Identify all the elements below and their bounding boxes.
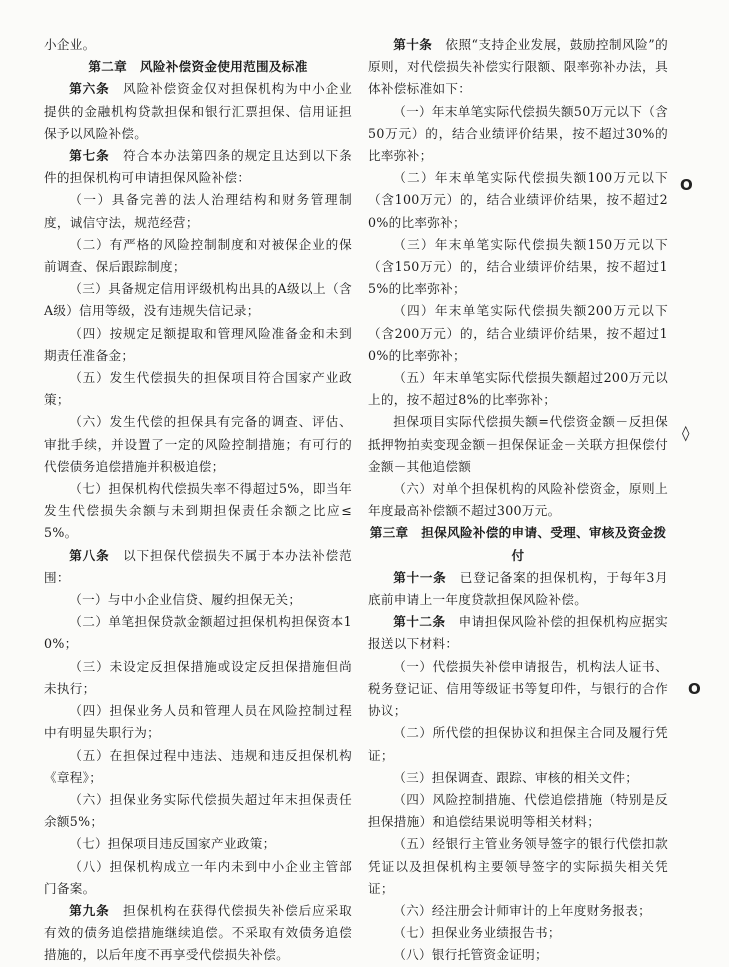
article-8-item-1: （一）与中小企业信贷、履约担保无关； [69, 592, 302, 608]
article-12-item-7: （七）担保业务业绩报告书； [393, 925, 561, 941]
article-7 [44, 145, 352, 189]
article-12-item-3: （三）担保调查、跟踪、审核的相关文件； [393, 769, 639, 785]
article-10-text: 依照“支持企业发展，鼓励控制风险”的原则，对代偿损失补偿实行限额、限率弥补办法，具体补偿标准如下： [368, 37, 669, 97]
article-10-item-4: （四）年末单笔实际代偿损失额200万元以下（含200万元）的，结合业绩评价结果，按不超过10%的比率弥补； [368, 303, 668, 363]
article-12-item-1: （一）代偿损失补偿申请报告，机构法人证书、税务登记证、信用等级证书等复印件，与银行的合作协议； [368, 658, 668, 719]
article-7-item-1: （一）具备完善的法人治理结构和财务管理制度，诚信守法，规范经营； [44, 192, 352, 230]
article-7-item-6: （六）发生代偿的担保具有完备的调查、评估、审批手续，并设置了一定的风险控制措施；有可行的代偿债务追偿措施并积极追偿； [44, 414, 352, 474]
article-8 [44, 545, 352, 589]
chapter-2-heading: 第二章 风险补偿资金使用范围及标准 [88, 59, 308, 75]
article-6-text: 风险补偿资金仅对担保机构为中小企业提供的金融机构贷款担保和银行汇票担保、信用证担保予以风险补偿。 [44, 81, 353, 141]
article-8-item-4: （四）担保业务人员和管理人员在风险控制过程中有明显失职行为； [44, 703, 352, 741]
article-7-item-5: （五）发生代偿损失的担保项目符合国家产业政策； [44, 370, 352, 408]
article-8-item-7: （七）担保项目违反国家产业政策； [69, 836, 276, 852]
article-10-item-2: （二）年末单笔实际代偿损失额100万元以下（含100万元）的，结合业绩评价结果，按不超过20%的比率弥补； [368, 170, 668, 230]
article-7-item-2: （二）有严格的风险控制制度和对被保企业的保前调查、保后跟踪制度； [44, 236, 352, 275]
binding-hole-mark-middle: ◊ [682, 424, 690, 442]
article-7-item-4: （四）按规定足额提取和管理风险准备金和未到期责任准备金； [44, 325, 352, 363]
article-9-label: 第九条 [69, 902, 110, 918]
article-10-item-3: （三）年末单笔实际代偿损失额150万元以下（含150万元）的，结合业绩评价结果，按不超过15%的比率弥补； [368, 236, 668, 297]
article-10-item-6: （六）对单个担保机构的风险补偿资金，原则上年度最高补偿额不超过300万元。 [368, 481, 668, 519]
article-12-item-2: （二）所代偿的担保协议和担保主合同及履行凭证； [368, 725, 668, 763]
article-12 [368, 611, 668, 655]
article-9 [44, 900, 352, 967]
article-10-label: 第十条 [393, 37, 433, 52]
right-column [368, 34, 668, 967]
article-9-text: 担保机构在获得代偿损失补偿后应采取有效的债务追偿措施继续追偿。不采取有效债务追偿措施的，以后年度不再享受代偿损失补偿。 [44, 902, 353, 963]
article-12-item-4: （四）风险控制措施、代偿追偿措施（特别是反担保措施）和追偿结果说明等相关材料； [368, 791, 668, 830]
article-12-text: 申请担保风险补偿的担保机构应据实报送以下材料： [368, 614, 668, 652]
article-10-formula: 担保项目实际代偿损失额=代偿资金额－反担保抵押物拍卖变现金额－担保保证金－关联方担保偿付金额－其他追偿额 [368, 414, 668, 474]
article-8-item-8: （八）担保机构成立一年内未到中小企业主管部门备案。 [44, 858, 352, 896]
left-column [44, 34, 352, 967]
article-11 [368, 567, 668, 611]
article-8-item-6: （六）担保业务实际代偿损失超过年末担保责任余额5%； [44, 791, 352, 830]
article-12-item-5: （五）经银行主管业务领导签字的银行代偿扣款凭证以及担保机构主要领导签字的实际损失相关凭证； [368, 836, 668, 896]
paragraph-continuation: 小企业。 [44, 37, 96, 52]
article-7-item-7: （七）担保机构代偿损失率不得超过5%，即当年发生代偿损失余额与未到期担保责任余额之比应≤5%。 [44, 481, 352, 541]
article-7-label: 第七条 [69, 148, 110, 164]
article-12-item-8: （八）银行托管资金证明； [393, 947, 548, 963]
article-10-item-1: （一）年末单笔实际代偿损失额50万元以下（含50万元）的，结合业绩评价结果，按不超过30%的比率弥补； [368, 103, 668, 164]
article-12-label: 第十二条 [393, 614, 446, 630]
article-7-item-3: （三）具备规定信用评级机构出具的A级以上（含A级）信用等级，没有违规失信记录； [44, 281, 352, 319]
article-12-item-6: （六）经注册会计师审计的上年度财务报表； [393, 902, 652, 918]
article-8-item-2: （二）单笔担保贷款金额超过担保机构担保资本10%； [44, 614, 352, 652]
article-10-item-5: （五）年末单笔实际代偿损失额超过200万元以上的，按不超过8%的比率弥补； [368, 370, 668, 408]
binding-hole-mark-top: O [680, 176, 693, 194]
article-6-label: 第六条 [69, 81, 110, 97]
binding-hole-mark-bottom: O [688, 680, 701, 698]
article-8-item-3: （三）未设定反担保措施或设定反担保措施但尚未执行； [44, 658, 352, 696]
article-8-item-5: （五）在担保过程中违法、违规和违反担保机构《章程》； [44, 747, 352, 785]
chapter-3-heading: 第三章 担保风险补偿的申请、受理、审核及资金拨付 [369, 525, 667, 563]
article-8-text: 以下担保代偿损失不属于本办法补偿范围： [44, 547, 353, 585]
article-10 [368, 34, 668, 101]
article-7-text: 符合本办法第四条的规定且达到以下条件的担保机构可申请担保风险补偿： [44, 148, 353, 186]
article-6 [44, 78, 352, 145]
article-8-label: 第八条 [69, 547, 110, 563]
article-11-label: 第十一条 [393, 569, 447, 585]
article-11-text: 已登记备案的担保机构，于每年3月底前申请上一年度贷款担保风险补偿。 [368, 569, 668, 608]
